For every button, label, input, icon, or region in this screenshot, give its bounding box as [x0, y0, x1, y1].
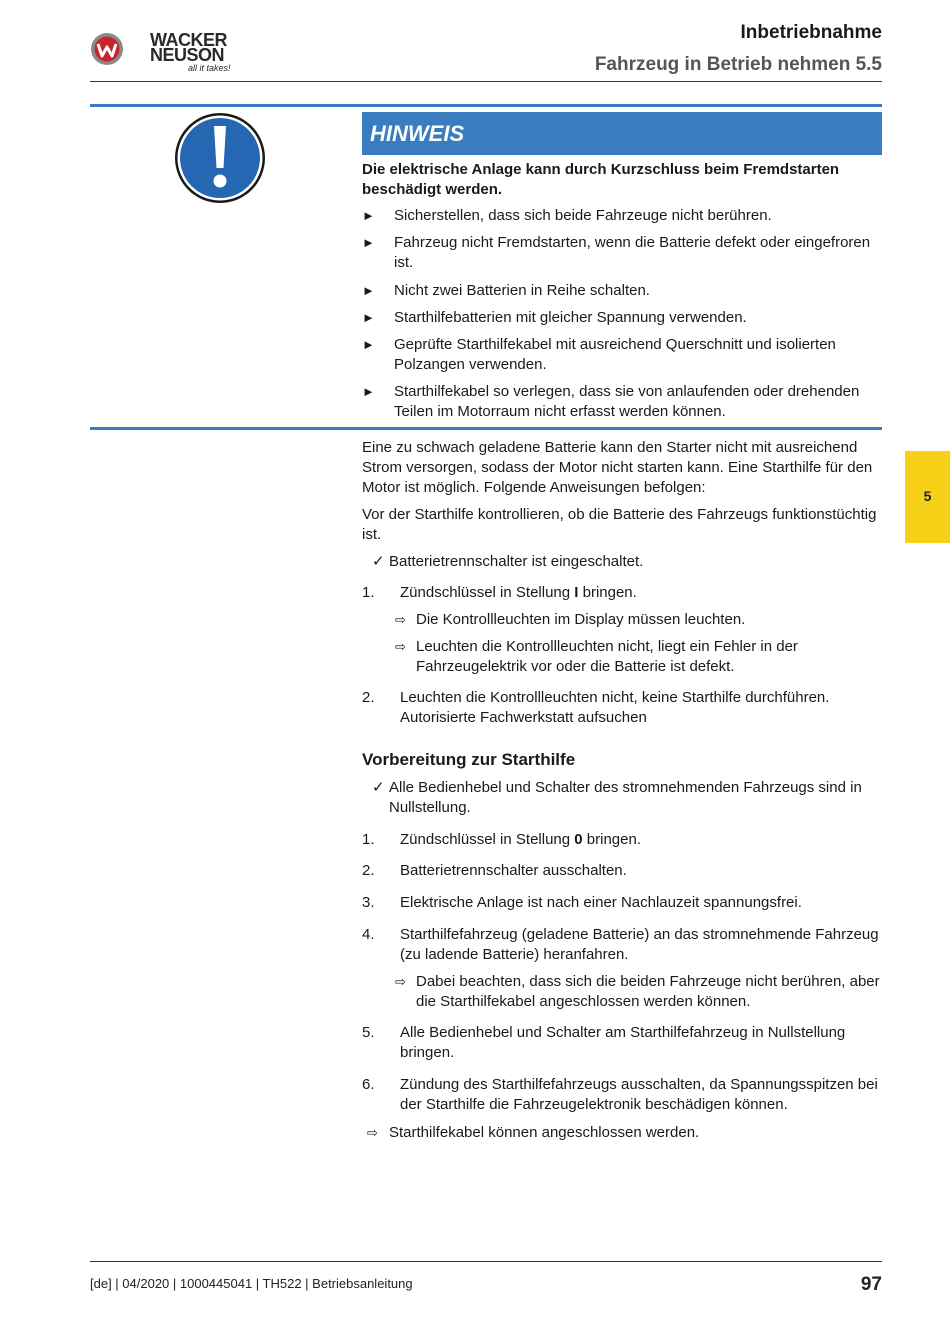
page-number: 97 [860, 1274, 882, 1295]
step-item [362, 1075, 882, 1115]
notice-bullet-text: Geprüfte Starthilfekabel mit ausreichend Querschnitt und isolierten Polzangen verwenden. [394, 336, 836, 373]
step-item [362, 583, 882, 603]
notice-title: HINWEIS [370, 121, 465, 146]
notice-bullet-text: Fahrzeug nicht Fremdstarten, wenn die Batterie defekt oder eingefroren ist. [394, 234, 871, 271]
intro-paragraph: Eine zu schwach geladene Batterie kann den Starter nicht mit ausreichend Strom versorgen, sodass der Motor nicht starten kann. Eine Starthilfe für den Motor ist möglich. Folgende Anweisungen befolgen: [362, 439, 873, 496]
logo-tagline: all it takes! [188, 63, 231, 73]
step-text: Starthilfefahrzeug (geladene Batterie) an das stromnehmende Fahrzeug (zu ladende Batterie) heranfahren. [400, 926, 879, 963]
notice-bullet-text: Sicherstellen, dass sich beide Fahrzeuge nicht berühren. [394, 207, 772, 224]
arrow-bullet-icon: ► [362, 283, 375, 298]
notice-bullet [362, 308, 882, 328]
step-text: Zündung des Starthilfefahrzeugs ausschalten, da Spannungsspitzen bei der Starthilfe die Fahrzeugelektronik beschädigen können. [400, 1076, 878, 1113]
step-text: Zündschlüssel in Stellung I bringen. [400, 584, 637, 601]
step-item [362, 861, 882, 881]
step-text: Zündschlüssel in Stellung 0 bringen. [400, 831, 641, 848]
result-text: Die Kontrollleuchten im Display müssen leuchten. [416, 611, 746, 628]
precondition-item [362, 552, 882, 572]
notice-bullet [362, 281, 882, 301]
result-item [395, 610, 882, 630]
step-item [362, 925, 882, 965]
step-number: 2. [362, 862, 375, 879]
header-divider [90, 81, 882, 82]
step-number: 2. [362, 689, 375, 706]
wacker-neuson-logo-icon [90, 32, 124, 66]
mandatory-exclamation-icon [174, 112, 266, 204]
arrow-bullet-icon: ► [362, 208, 375, 223]
arrow-bullet-icon: ► [362, 337, 375, 352]
result-item [395, 972, 882, 1012]
notice-bullet [362, 335, 882, 375]
notice-bullet-text: Nicht zwei Batterien in Reihe schalten. [394, 282, 650, 299]
result-text: Starthilfekabel können angeschlossen werden. [389, 1124, 700, 1141]
result-arrow-icon: ⇨ [395, 639, 406, 654]
final-result-item [367, 1123, 882, 1143]
precondition-item [362, 778, 882, 818]
step-item [362, 830, 882, 850]
intro-paragraph: Vor der Starthilfe kontrollieren, ob die Batterie des Fahrzeugs funktionstüchtig ist. [362, 506, 877, 543]
result-text: Dabei beachten, dass sich die beiden Fahrzeuge nicht berühren, aber die Starthilfekabel angeschlossen werden können. [416, 973, 880, 1010]
result-arrow-icon: ⇨ [367, 1125, 378, 1140]
result-text: Leuchten die Kontrollleuchten nicht, liegt ein Fehler in der Fahrzeugelektrik vor oder die Batterie ist defekt. [416, 638, 798, 675]
logo-wordmark [150, 30, 227, 65]
step-item [362, 1023, 882, 1063]
footer-doc-info: [de] | 04/2020 | 1000445041 | TH522 | Betriebsanleitung [90, 1276, 413, 1291]
step-number: 4. [362, 926, 375, 943]
result-arrow-icon: ⇨ [395, 612, 406, 627]
notice-bullet-text: Starthilfekabel so verlegen, dass sie von anlaufenden oder drehenden Teilen im Motorraum nicht erfasst werden können. [394, 383, 860, 420]
notice-bullet [362, 206, 882, 226]
logo-line-2: NEUSON [150, 45, 225, 65]
notice-lead: Die elektrische Anlage kann durch Kurzschluss beim Fremdstarten beschädigt werden. [362, 161, 840, 198]
check-icon: ✓ [372, 779, 385, 796]
arrow-bullet-icon: ► [362, 235, 375, 250]
result-arrow-icon: ⇨ [395, 974, 406, 989]
section-heading: Vorbereitung zur Starthilfe [362, 750, 576, 769]
precondition-text: Alle Bedienhebel und Schalter des stromnehmenden Fahrzeugs sind in Nullstellung. [389, 779, 862, 816]
check-icon: ✓ [372, 553, 385, 570]
notice-bottom-rule [90, 427, 882, 430]
arrow-bullet-icon: ► [362, 310, 375, 325]
logo-line-1: WACKER [150, 30, 227, 50]
step-text: Elektrische Anlage ist nach einer Nachlauzeit spannungsfrei. [400, 894, 802, 911]
arrow-bullet-icon: ► [362, 384, 375, 399]
step-number: 1. [362, 584, 375, 601]
section-title: Fahrzeug in Betrieb nehmen 5.5 [594, 54, 882, 75]
step-number: 1. [362, 831, 375, 848]
step-number: 5. [362, 1024, 375, 1041]
step-text: Batterietrennschalter ausschalten. [400, 862, 627, 879]
chapter-tab-number: 5 [923, 488, 932, 504]
step-item [362, 688, 882, 728]
footer-divider [90, 1261, 882, 1262]
step-number: 3. [362, 894, 375, 911]
step-text: Alle Bedienhebel und Schalter am Starthilfefahrzeug in Nullstellung bringen. [400, 1024, 846, 1061]
notice-bullet [362, 382, 882, 422]
step-number: 6. [362, 1076, 375, 1093]
step-item [362, 893, 882, 913]
result-item [395, 637, 882, 677]
step-text: Leuchten die Kontrollleuchten nicht, keine Starthilfe durchführen. Autorisierte Fachwerkstatt aufsuchen [400, 689, 830, 726]
notice-bullet-text: Starthilfebatterien mit gleicher Spannung verwenden. [394, 309, 747, 326]
chapter-title: Inbetriebnahme [740, 22, 882, 43]
notice-top-rule [90, 104, 882, 107]
precondition-text: Batterietrennschalter ist eingeschaltet. [389, 553, 644, 570]
notice-bullet [362, 233, 882, 273]
